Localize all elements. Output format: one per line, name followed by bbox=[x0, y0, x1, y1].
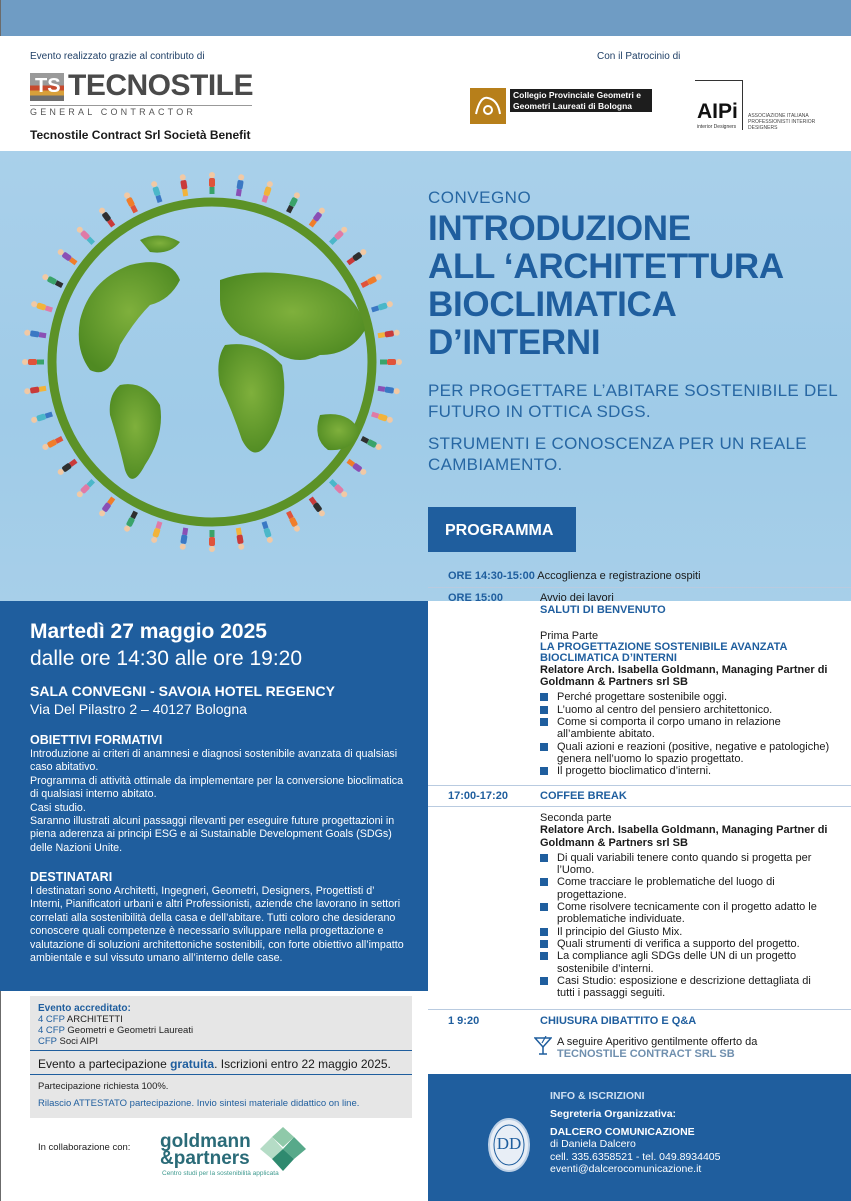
free-word: gratuita bbox=[170, 1057, 215, 1071]
tecnostile-mark-letters: TS bbox=[35, 75, 61, 97]
patronage-label: Con il Patrocinio di bbox=[597, 51, 681, 62]
bullet-list bbox=[540, 691, 830, 777]
slot-time: ORE 15:00 bbox=[448, 592, 504, 604]
sponsor-label: Evento realizzato grazie al contributo di bbox=[30, 51, 205, 62]
slot-text: Avvio dei lavori bbox=[540, 592, 614, 604]
person-figure bbox=[371, 300, 394, 313]
goldmann-mark bbox=[260, 1127, 306, 1171]
collegio-text: Collegio Provinciale Geometri e Geometri Laureati di Bologna bbox=[510, 89, 652, 112]
person-figure bbox=[380, 359, 402, 365]
divider bbox=[30, 1050, 412, 1051]
info-person: di Daniela Dalcero bbox=[550, 1138, 636, 1150]
event-kicker: CONVEGNO bbox=[428, 188, 532, 207]
programma-tab: PROGRAMMA bbox=[428, 507, 576, 552]
part-speaker: Relatore Arch. Isabella Goldmann, Managing Partner di Goldmann & Partners srl SB bbox=[540, 824, 828, 849]
info-company: DALCERO COMUNICAZIONE bbox=[550, 1126, 695, 1138]
cfp-count: 4 CFP bbox=[38, 1014, 65, 1025]
bullet-item: Quali strumenti di verifica a supporto del progetto. bbox=[540, 938, 830, 950]
program-slot bbox=[540, 592, 830, 778]
person-figure bbox=[235, 527, 244, 550]
person-figure bbox=[179, 527, 188, 550]
person-figure bbox=[30, 300, 53, 313]
goldmann-sub: Centro studi per la sostenibilità applicata bbox=[162, 1170, 279, 1177]
person-figure bbox=[76, 479, 96, 499]
person-figure bbox=[371, 411, 394, 424]
obiettivi-p: Introduzione ai criteri di anamnesi e diagnosi sostenibile avanzata di qualsiasi caso abitativo. bbox=[30, 748, 398, 774]
tecnostile-sub: GENERAL CONTRACTOR bbox=[30, 105, 252, 117]
bullet-item: Come tracciare le problematiche del luogo di progettazione. bbox=[540, 876, 830, 901]
aipi-name: AIPi bbox=[697, 100, 738, 123]
program-divider bbox=[428, 1009, 851, 1010]
obiettivi-section bbox=[30, 733, 405, 855]
person-figure bbox=[209, 530, 215, 552]
person-figure bbox=[150, 180, 163, 203]
free-pre: Evento a partecipazione bbox=[38, 1057, 171, 1071]
goldmann-name bbox=[160, 1133, 251, 1167]
bullet-item: Il principio del Giusto Mix. bbox=[540, 926, 830, 938]
person-figure bbox=[41, 273, 63, 288]
event-date: Martedì 27 maggio 2025 bbox=[30, 620, 267, 643]
event-hours: dalle ore 14:30 alle ore 19:20 bbox=[30, 647, 303, 670]
goldmann-logo bbox=[160, 1127, 310, 1179]
info-phones[interactable]: cell. 335.6358521 - tel. 049.8934405 bbox=[550, 1151, 721, 1163]
title-line: D’INTERNI bbox=[428, 323, 601, 362]
person-figure bbox=[150, 521, 163, 544]
aperitivo-text: A seguire Aperitivo gentilmente offerto da bbox=[557, 1036, 758, 1048]
free-event-note bbox=[38, 1057, 391, 1071]
collegio-logo bbox=[470, 88, 670, 124]
divider bbox=[30, 1074, 412, 1075]
person-figure bbox=[308, 206, 326, 227]
info-email[interactable]: eventi@dalcerocomunicazione.it bbox=[550, 1163, 702, 1175]
obiettivi-title: OBIETTIVI FORMATIVI bbox=[30, 733, 163, 747]
gm-line: &partners bbox=[160, 1148, 250, 1169]
person-figure bbox=[123, 510, 138, 532]
person-figure bbox=[123, 191, 138, 213]
cocktail-icon bbox=[534, 1036, 552, 1056]
accreditation-line bbox=[38, 1036, 98, 1047]
cfp-count: CFP bbox=[38, 1036, 57, 1047]
destinatari-title: DESTINATARI bbox=[30, 870, 113, 884]
event-venue: SALA CONVEGNI - SAVOIA HOTEL REGENCY bbox=[30, 683, 335, 699]
accreditation-line bbox=[38, 1025, 193, 1036]
part-title: LA PROGETTAZIONE SOSTENIBILE AVANZATA BIOCLIMATICA D’INTERNI bbox=[540, 640, 788, 664]
free-post: . Iscrizioni entro 22 maggio 2025. bbox=[214, 1057, 391, 1071]
person-figure bbox=[30, 411, 53, 424]
title-line: BIOCLIMATICA bbox=[428, 285, 677, 324]
obiettivi-p: Programma di attività ottimale da implementare per la conversione bioclimatica di qualsiasi interno abitato. bbox=[30, 774, 404, 801]
person-figure bbox=[261, 521, 274, 544]
program-slot bbox=[540, 812, 830, 999]
person-figure bbox=[377, 385, 400, 394]
part-speaker: Relatore Arch. Isabella Goldmann, Managing Partner di Goldmann & Partners srl SB bbox=[540, 663, 828, 689]
destinatari-section bbox=[30, 870, 405, 965]
person-figure bbox=[360, 436, 382, 451]
collegio-mark bbox=[470, 88, 506, 124]
subtitle-1: PER PROGETTARE L’ABITARE SOSTENIBILE DEL FUTURO IN OTTICA SDGS. bbox=[428, 381, 838, 421]
person-figure bbox=[98, 496, 116, 517]
slot-text: Accoglienza e registrazione ospiti bbox=[537, 570, 701, 582]
person-figure bbox=[24, 329, 47, 338]
program-slot bbox=[448, 570, 838, 582]
aipi-sub: interior Designers bbox=[697, 124, 737, 130]
cfp-count: 4 CFP bbox=[38, 1025, 65, 1036]
tecnostile-logo bbox=[30, 69, 254, 117]
person-figure bbox=[329, 226, 349, 246]
participation-note: Partecipazione richiesta 100%. bbox=[38, 1081, 169, 1092]
subtitle-2: STRUMENTI E CONOSCENZA PER UN REALE CAMBIAMENTO. bbox=[428, 434, 807, 474]
slot-time: ORE 14:30-15:00 bbox=[448, 570, 535, 582]
obiettivi-p: Saranno illustrati alcuni passaggi rilevanti per eseguire future progettazioni in piena aderenza ai principi ESG e ai Sustainable Development Goals (SDGs) delle Nazioni Unite. bbox=[30, 815, 395, 854]
bullet-item: Quali azioni e reazioni (positive, negative e patologiche) genera nell’uomo lo spazio progettato. bbox=[540, 741, 830, 766]
person-figure bbox=[56, 458, 77, 476]
title-block bbox=[428, 188, 838, 475]
person-figure bbox=[377, 329, 400, 338]
person-figure bbox=[209, 172, 215, 194]
bullet-item: Perché progettare sostenibile oggi. bbox=[540, 691, 830, 703]
person-figure bbox=[56, 248, 77, 266]
title-line: INTRODUZIONE bbox=[428, 209, 691, 248]
tecnostile-company: Tecnostile Contract Srl Società Benefit bbox=[30, 128, 251, 142]
top-band bbox=[0, 0, 851, 36]
certificate-note: Rilascio ATTESTATO partecipazione. Invio sintesi materiale didattico on line. bbox=[38, 1098, 360, 1109]
tecnostile-name: TECNOSTILE bbox=[68, 69, 254, 102]
person-figure bbox=[360, 273, 382, 288]
accreditation-line bbox=[38, 1014, 123, 1025]
info-segreteria: Segreteria Organizzativa: bbox=[550, 1108, 677, 1120]
program-divider bbox=[428, 806, 851, 807]
person-figure bbox=[24, 385, 47, 394]
slot-time: 17:00-17:20 bbox=[448, 790, 508, 802]
people-ring bbox=[20, 170, 405, 560]
dalcero-letters: DD bbox=[496, 1134, 522, 1153]
slot-time: 1 9:20 bbox=[448, 1015, 480, 1027]
person-figure bbox=[41, 436, 63, 451]
person-figure bbox=[261, 180, 274, 203]
aipi-logo bbox=[695, 80, 815, 132]
person-figure bbox=[346, 458, 367, 476]
bullet-item: Di quali variabili tenere conto quando si progetta per l’Uomo. bbox=[540, 852, 830, 877]
bullet-item: Come si comporta il corpo umano in relazione all’ambiente abitato. bbox=[540, 716, 830, 741]
event-title bbox=[428, 210, 838, 362]
bullet-item: Casi Studio: esposizione e descrizione dettagliata di tutti i passaggi seguiti. bbox=[540, 975, 830, 1000]
obiettivi-p: Casi studio. bbox=[30, 801, 86, 814]
person-figure bbox=[98, 206, 116, 227]
collab-label: In collaborazione con: bbox=[38, 1142, 131, 1153]
person-figure bbox=[286, 191, 301, 213]
bullet-item: Il progetto bioclimatico d’interni. bbox=[540, 765, 830, 777]
person-figure bbox=[346, 248, 367, 266]
cfp-audience: Geometri e Geometri Laureati bbox=[67, 1025, 194, 1036]
slot-title: COFFEE BREAK bbox=[540, 790, 627, 802]
bullet-item: L’uomo al centro del pensiero architettonico. bbox=[540, 704, 830, 716]
aperitivo-note bbox=[557, 1036, 827, 1061]
info-title: INFO & ISCRIZIONI bbox=[550, 1090, 645, 1102]
person-figure bbox=[329, 479, 349, 499]
person-figure bbox=[76, 226, 96, 246]
part-label: Seconda parte bbox=[540, 812, 612, 824]
bullet-item: La compliance agli SDGs delle UN di un progetto sostenibile d’interni. bbox=[540, 950, 830, 975]
aipi-text: ASSOCIAZIONE ITALIANA PROFESSIONISTI INTERIOR DESIGNERS bbox=[748, 113, 816, 131]
aperitivo-sponsor: TECNOSTILE CONTRACT SRL SB bbox=[557, 1048, 735, 1061]
part-label: Prima Parte bbox=[540, 629, 599, 642]
slot-title: SALUTI DI BENVENUTO bbox=[540, 604, 666, 617]
person-figure bbox=[22, 359, 44, 365]
person-figure bbox=[235, 174, 244, 197]
person-figure bbox=[179, 174, 188, 197]
destinatari-text: I destinatari sono Architetti, Ingegneri, Geometri, Designers, Progettisti d’ Interni, Pianificatori urbani e altri Professionisti, aziende che lavorano in settori correlati alla sostenibilità della casa e dell’abitare. Tutti coloro che desiderano conoscere quali competenze è necessario sviluppare nella progettazione e valutazione di soluzioni architettoniche sostenibili, con forte obiettivo all’impatto ambientale e sul vissuto umano all’interno delle case. bbox=[30, 885, 404, 965]
slot-title: CHIUSURA DIBATTITO E Q&A bbox=[540, 1015, 697, 1027]
accreditation-title: Evento accreditato: bbox=[38, 1003, 131, 1014]
bullet-list bbox=[540, 852, 830, 1000]
bullet-item: Come risolvere tecnicamente con il progetto adatto le problematiche individuate. bbox=[540, 901, 830, 926]
program-divider bbox=[428, 785, 851, 786]
cfp-audience: Soci AIPI bbox=[59, 1036, 99, 1047]
event-address: Via Del Pilastro 2 – 40127 Bologna bbox=[30, 701, 247, 717]
person-figure bbox=[308, 496, 326, 517]
program-divider bbox=[428, 587, 851, 588]
person-figure bbox=[286, 510, 301, 532]
title-line: ALL ‘ARCHITETTURA bbox=[428, 247, 784, 286]
gm-line: goldmann bbox=[160, 1131, 251, 1152]
cfp-audience: ARCHITETTI bbox=[66, 1014, 123, 1025]
